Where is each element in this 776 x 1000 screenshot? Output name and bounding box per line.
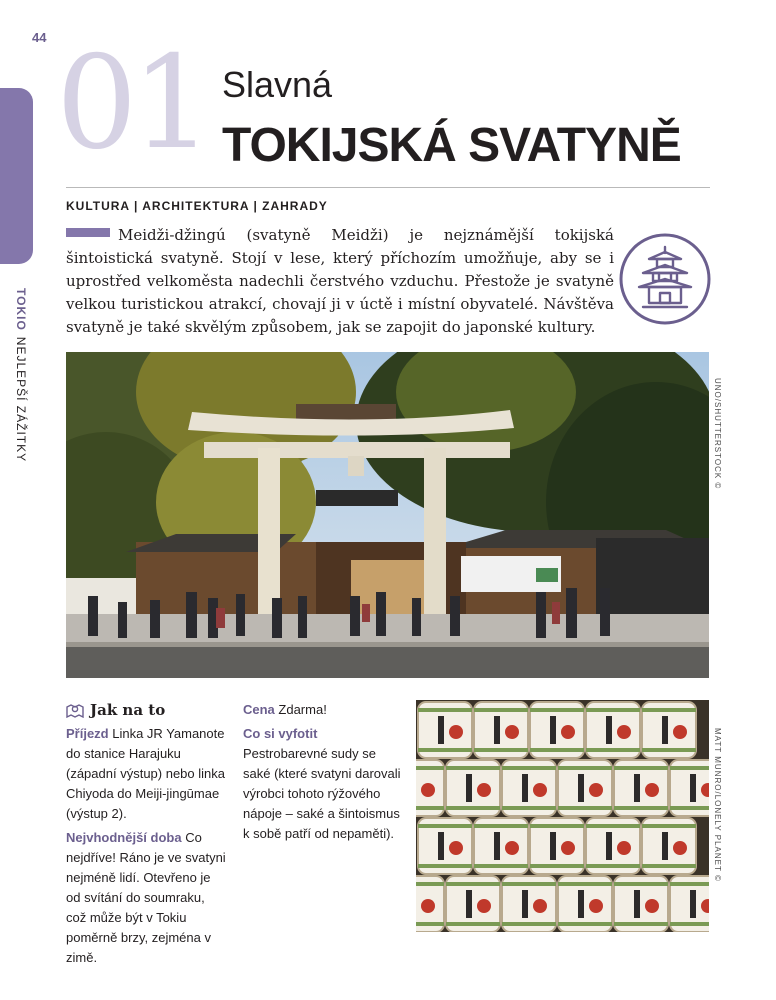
photo-credit-barrels: MATT MUNRO/LONELY PLANET © — [713, 728, 722, 882]
info-arrival-text: Linka JR Yamanote do stanice Harajuku (západní výstup) nebo linka Chiyoda do Meiji-jingūmae (výstup 2). — [66, 726, 225, 821]
sake-barrels-illustration — [416, 700, 709, 932]
intro-accent-bar — [66, 228, 110, 237]
title-rule — [66, 187, 710, 188]
info-price-label: Cena — [243, 702, 275, 717]
shrine-icon — [619, 233, 711, 325]
info-best-time-label: Nejvhodnější doba — [66, 830, 182, 845]
side-section: NEJLEPŠÍ ZÁŽITKY — [14, 336, 28, 463]
page-subtitle: Slavná — [222, 64, 333, 105]
side-tab — [0, 88, 33, 264]
info-column-1 — [66, 700, 226, 972]
info-arrival — [66, 724, 226, 824]
info-best-time-text: Co nejdříve! Ráno je ve svatyni nejméně lidí. Otevřeno je od svítání do soumraku, což může být v Tokiu poměrně brzy, zejména v zimě. — [66, 830, 226, 965]
intro-text: Meidži-džingú (svatyně Meidži) je nejznámější tokijská šintoistická svatyně. Stojí v lese, který příchozím umožňuje, aby se i uprostřed velkoměsta nadechli čerstvého vzduchu. Přestože je svatyně velkou turistickou atrakcí, chovají ji v úctě i místní obyvatelé. Návštěva svatyně je také skvělým způsobem, jak se zapojit do japonské kultury. — [66, 226, 614, 336]
map-pin-icon — [66, 702, 84, 718]
page-number: 44 — [32, 30, 47, 45]
side-running-head — [14, 288, 28, 462]
page-title: TOKIJSKÁ SVATYNĚ — [222, 119, 681, 172]
sake-barrels-photo — [416, 700, 709, 932]
info-photo-label: Co si vyfotit — [243, 726, 318, 741]
info-heading — [66, 700, 226, 720]
info-price-text: Zdarma! — [274, 702, 327, 717]
info-photo-text: Pestrobarevné sudy se saké (které svatyni darovali výrobci tohoto rýžového nápoje – saké a šintoismus k sobě patří od nepaměti). — [243, 746, 401, 841]
info-photo — [243, 724, 403, 844]
shrine-photo — [66, 352, 709, 678]
side-city: TOKIO — [14, 288, 28, 331]
category-tags: KULTURA | ARCHITEKTURA | ZAHRADY — [66, 199, 328, 213]
info-price — [243, 700, 403, 720]
intro-paragraph — [66, 224, 614, 339]
info-arrival-label: Příjezd — [66, 726, 109, 741]
chapter-number: 01 — [56, 29, 207, 178]
info-column-2 — [243, 700, 403, 848]
info-best-time — [66, 828, 226, 968]
info-heading-text: Jak na to — [90, 701, 166, 719]
photo-credit-main: UNO/SHUTTERSTOCK © — [713, 378, 722, 490]
